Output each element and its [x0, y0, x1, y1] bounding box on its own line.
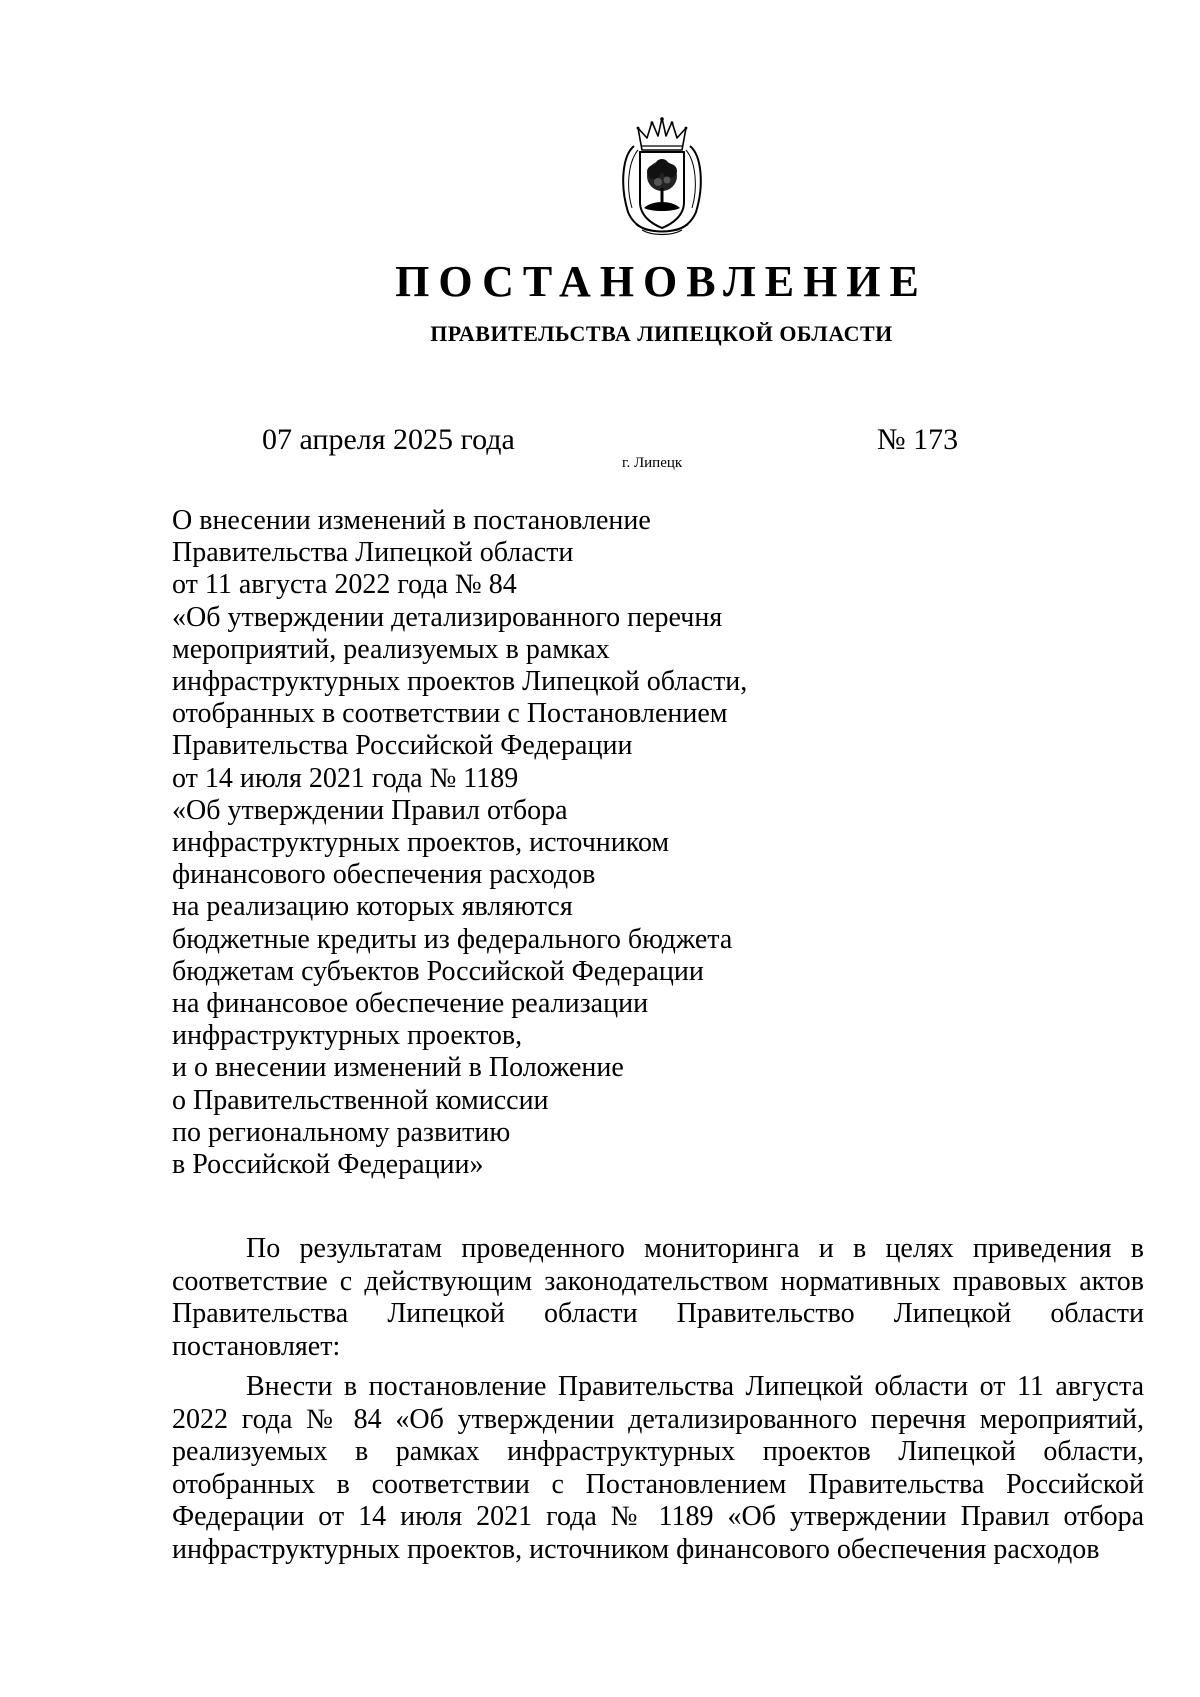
- heading-line: от 11 августа 2022 года № 84: [172, 569, 517, 601]
- heading-line: «Об утверждении детализированного перечня: [172, 601, 723, 633]
- document-subtitle: ПРАВИТЕЛЬСТВА ЛИПЕЦКОЙ ОБЛАСТИ: [430, 321, 893, 346]
- heading-line: о Правительственной комиссии: [172, 1084, 549, 1116]
- heading-line: О внесении изменений в постановление: [172, 505, 651, 536]
- document-city: г. Липецк: [622, 455, 683, 471]
- heading-line: финансового обеспечения расходов: [172, 859, 596, 891]
- heading-line: Правительства Российской Федерации: [172, 730, 633, 762]
- heading-line: в Российской Федерации»: [172, 1149, 484, 1181]
- heading-line: мероприятий, реализуемых в рамках: [172, 633, 610, 665]
- heading-line: Правительства Липецкой области: [172, 537, 574, 569]
- heading-line: отобранных в соответствии с Постановлением: [172, 698, 728, 730]
- body-paragraph: По результатам проведенного мониторинга и в целях приведения в соответствие с действующим законодательством нормативных правовых актов Правительства Липецкой области Правительство Липецкой области постановляет:: [172, 1233, 1144, 1362]
- heading-line: инфраструктурных проектов,: [172, 1020, 523, 1052]
- document-date: 07 апреля 2025 года: [262, 423, 515, 456]
- heading-line: по региональному развитию: [172, 1116, 511, 1148]
- heading-line: «Об утверждении Правил отбора: [172, 794, 568, 826]
- heading-line: и о внесении изменений в Положение: [172, 1052, 624, 1084]
- heading-line: от 14 июля 2021 года № 1189: [172, 762, 519, 794]
- document-body: [172, 1233, 1144, 1566]
- coat-of-arms-icon: [614, 116, 710, 238]
- heading-line: инфраструктурных проектов Липецкой области,: [172, 666, 748, 698]
- body-paragraph: Внести в постановление Правительства Липецкой области от 11 августа 2022 года № 84 «Об утверждении детализированного перечня мероприятий, реализуемых в рамках инфраструктурных проектов Липецкой области, отобранных в соответствии с Постановлением Правительства Российской Федерации от 14 июля 2021 года № 1189 «Об утверждении Правил отбора инфраструктурных проектов, источником финансового обеспечения расходов: [172, 1371, 1144, 1565]
- heading-line: на финансовое обеспечение реализации: [172, 988, 649, 1020]
- heading-line: бюджетам субъектов Российской Федерации: [172, 955, 704, 987]
- document-title: ПОСТАНОВЛЕНИЕ: [395, 257, 928, 306]
- heading-line: бюджетные кредиты из федерального бюджета: [172, 923, 733, 955]
- document-number: № 173: [877, 423, 959, 456]
- heading-line: инфраструктурных проектов, источником: [172, 827, 670, 859]
- heading-line: на реализацию которых являются: [172, 891, 573, 923]
- document-heading: [172, 505, 892, 1181]
